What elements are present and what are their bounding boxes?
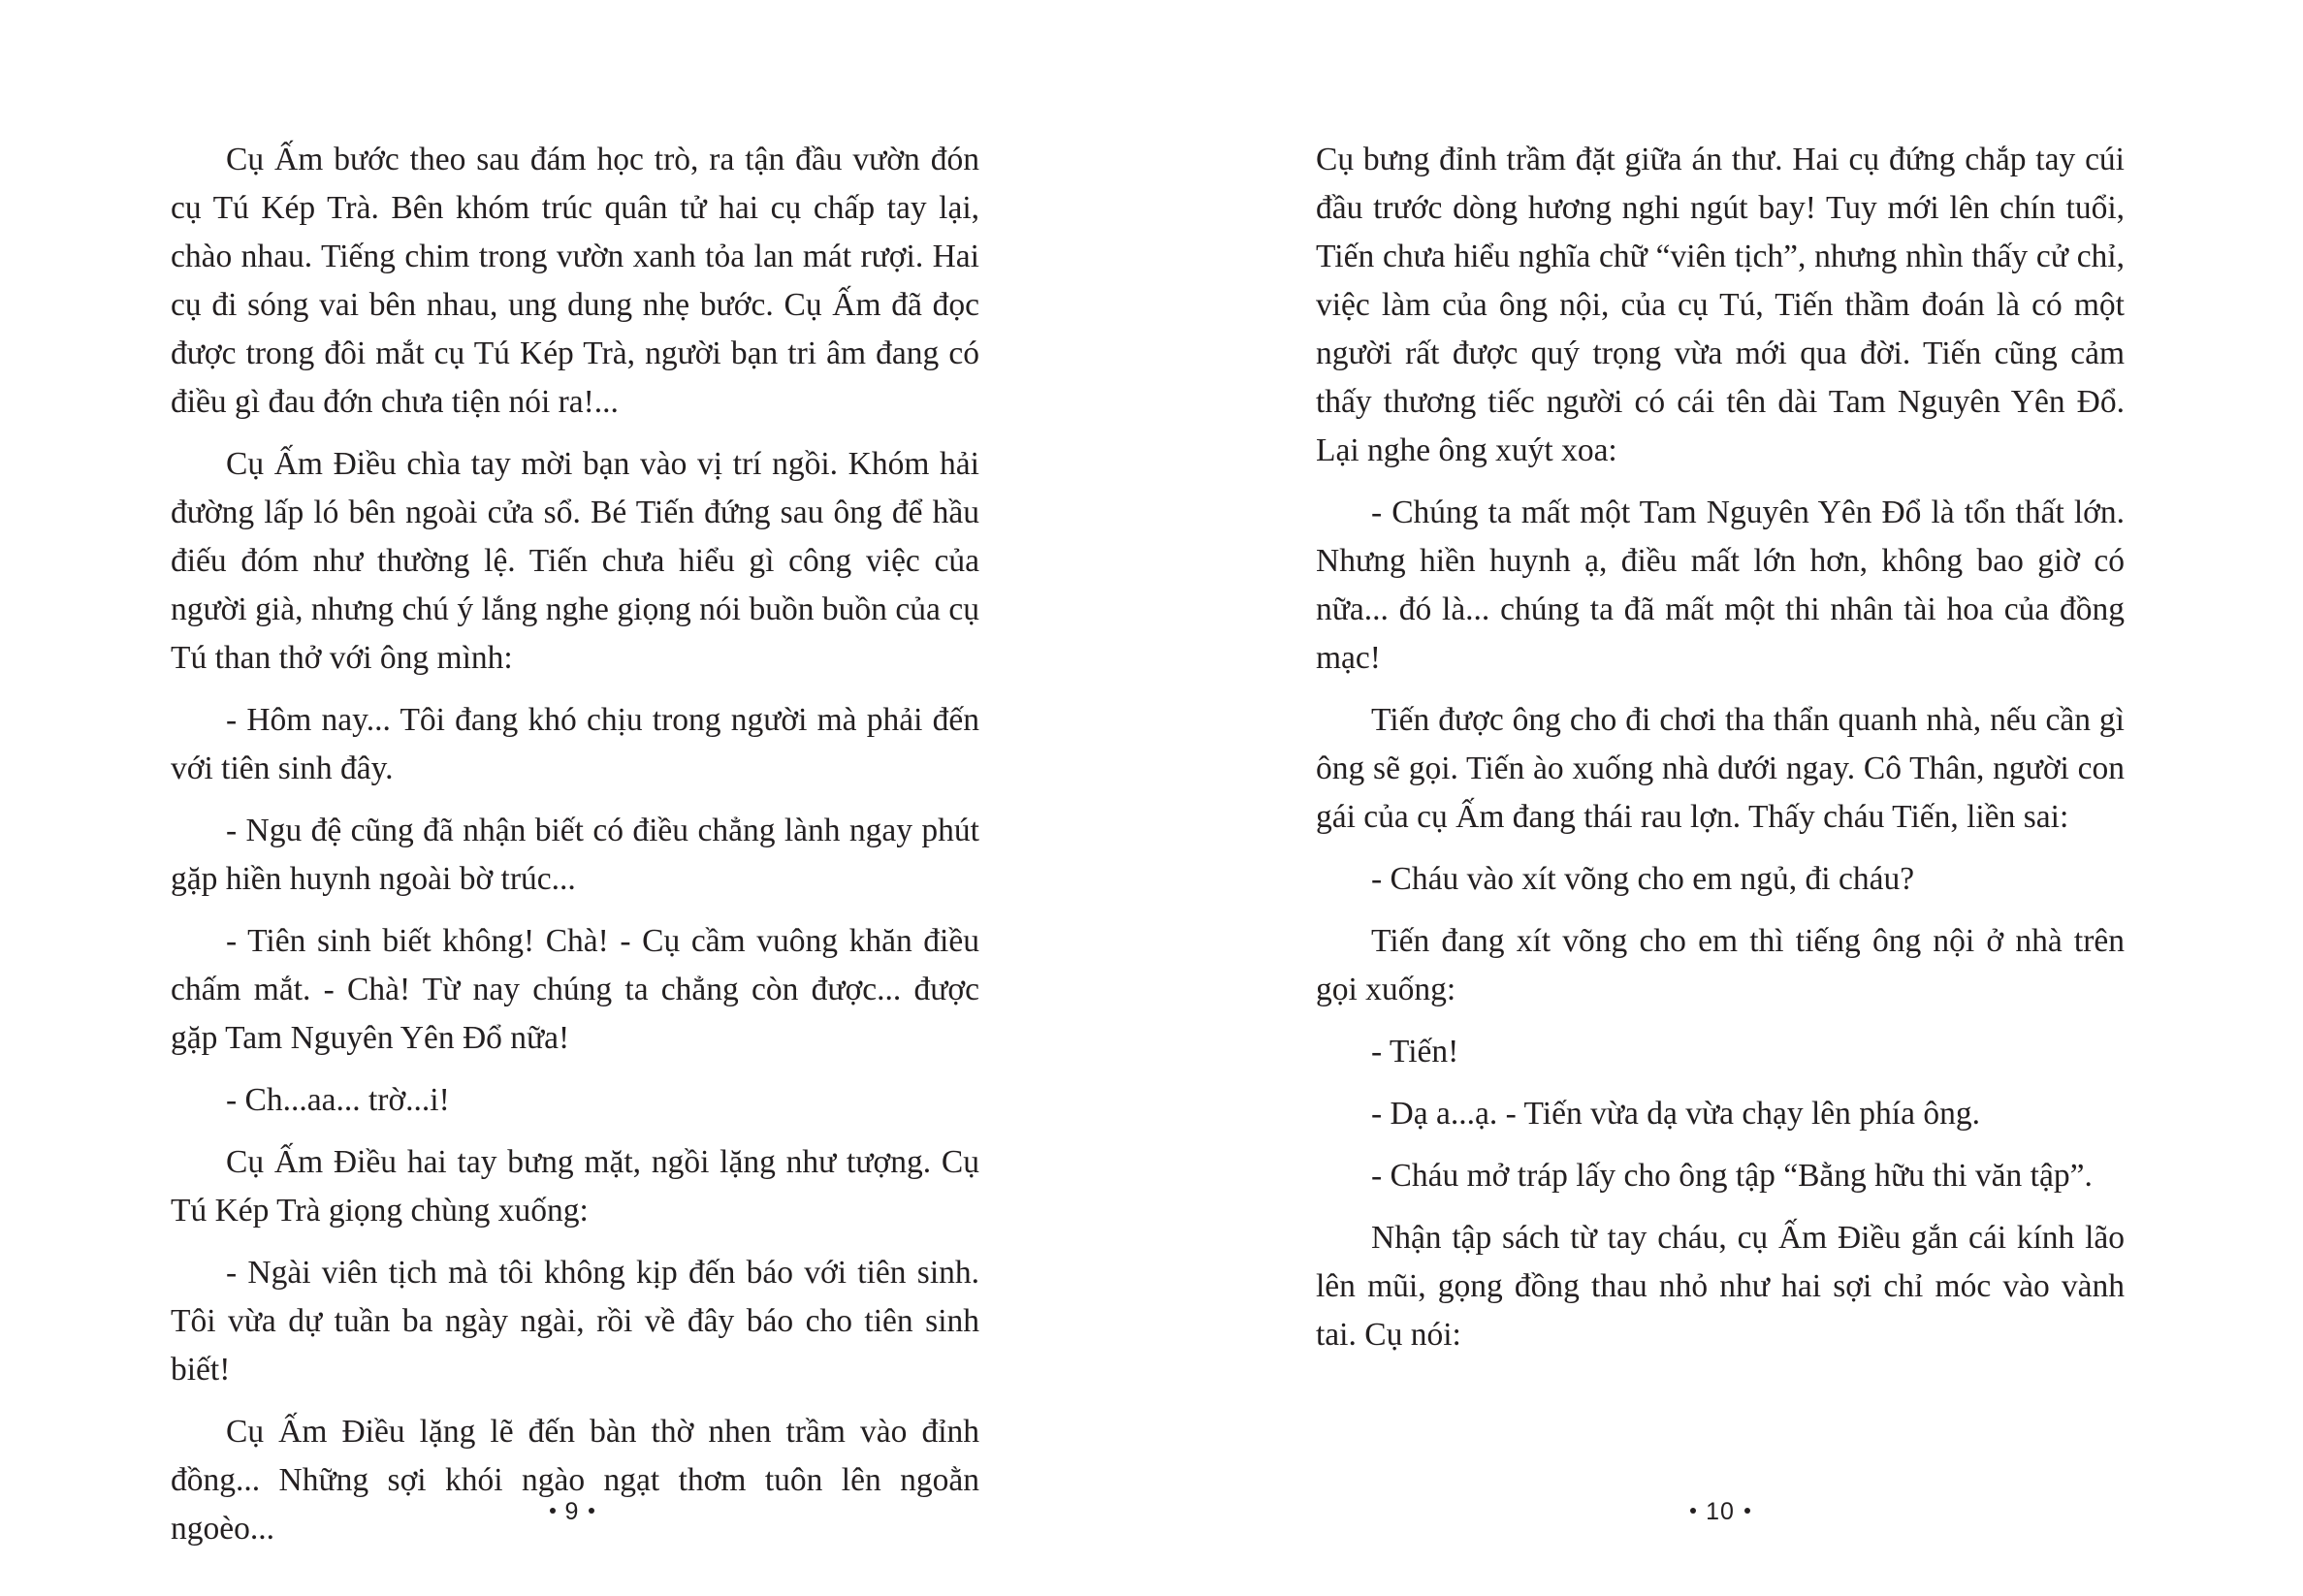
bullet-dot bbox=[589, 1508, 594, 1514]
dialogue-line: - Cháu mở tráp lấy cho ông tập “Bằng hữu thi văn tập”. bbox=[1371, 1158, 2093, 1194]
page-number-right bbox=[1623, 1498, 1817, 1526]
paragraph: Tiến được ông cho đi chơi tha thẩn quanh nhà, nếu cần gì ông sẽ gọi. Tiến ào xuống nhà dưới ngay. Cô Thân, người con gái của cụ Ấm đang thái rau lợn. Thấy cháu Tiến, liền sai: bbox=[1316, 702, 2125, 835]
dialogue-line: - Dạ a...ạ. - Tiến vừa dạ vừa chạy lên phía ông. bbox=[1371, 1096, 1980, 1132]
bullet-dot bbox=[1744, 1508, 1750, 1514]
paragraph: Cụ Ấm bước theo sau đám học trò, ra tận đầu vườn đón cụ Tú Kép Trà. Bên khóm trúc quân tử hai cụ chấp tay lại, chào nhau. Tiếng chim trong vườn xanh tỏa lan mát rượi. Hai cụ đi sóng vai bên nhau, ung dung nhẹ bước. Cụ Ấm đã đọc được trong đôi mắt cụ Tú Kép Trà, người bạn tri âm đang có điều gì đau đớn chưa tiện nói ra!... bbox=[171, 142, 979, 420]
left-page bbox=[171, 136, 979, 1567]
paragraph: Nhận tập sách từ tay cháu, cụ Ấm Điều gắn cái kính lão lên mũi, gọng đồng thau nhỏ như hai sợi chỉ móc vào vành tai. Cụ nói: bbox=[1316, 1220, 2125, 1353]
right-page bbox=[1316, 136, 2125, 1373]
paragraph: Cụ bưng đỉnh trầm đặt giữa án thư. Hai cụ đứng chắp tay cúi đầu trước dòng hương nghi ngút bay! Tuy mới lên chín tuổi, Tiến chưa hiểu nghĩa chữ “viên tịch”, nhưng nhìn thấy cử chỉ, việc làm của ông nội, của cụ Tú, Tiến thầm đoán là có một người rất được quý trọng vừa mới qua đời. Tiến cũng cảm thấy thương tiếc người có cái tên dài Tam Nguyên Yên Đổ. Lại nghe ông xuýt xoa: bbox=[1316, 142, 2125, 468]
dialogue-line: - Ngài viên tịch mà tôi không kịp đến báo với tiên sinh. Tôi vừa dự tuần ba ngày ngài, rồi về đây báo cho tiên sinh biết! bbox=[171, 1255, 979, 1388]
paragraph: Cụ Ấm Điều lặng lẽ đến bàn thờ nhen trầm vào đỉnh đồng... Những sợi khói ngào ngạt thơm tuôn lên ngoằn ngoèo... bbox=[171, 1414, 979, 1547]
dialogue-line: - Ch...aa... trờ...i! bbox=[226, 1082, 450, 1118]
paragraph: Tiến đang xít võng cho em thì tiếng ông nội ở nhà trên gọi xuống: bbox=[1316, 923, 2125, 1007]
dialogue-line: - Chúng ta mất một Tam Nguyên Yên Đổ là tổn thất lớn. Nhưng hiền huynh ạ, điều mất lớn hơn, không bao giờ có nữa... đó là... chúng ta đã mất một thi nhân tài hoa của đồng mạc! bbox=[1316, 495, 2125, 676]
page-number-left bbox=[475, 1498, 669, 1526]
bullet-dot bbox=[1690, 1508, 1696, 1514]
page-number-text: 9 bbox=[564, 1498, 580, 1525]
dialogue-line: - Tiên sinh biết không! Chà! - Cụ cầm vuông khăn điều chấm mắt. - Chà! Từ nay chúng ta chẳng còn được... được gặp Tam Nguyên Yên Đổ nữa! bbox=[171, 923, 979, 1056]
dialogue-line: - Cháu vào xít võng cho em ngủ, đi cháu? bbox=[1371, 861, 1915, 897]
dialogue-line: - Tiến! bbox=[1371, 1034, 1459, 1069]
paragraph: Cụ Ấm Điều chìa tay mời bạn vào vị trí ngồi. Khóm hải đường lấp ló bên ngoài cửa sổ. Bé Tiến đứng sau ông để hầu điếu đóm như thường lệ. Tiến chưa hiểu gì công việc của người già, nhưng chú ý lắng nghe giọng nói buồn buồn của cụ Tú than thở với ông mình: bbox=[171, 446, 979, 676]
dialogue-line: - Hôm nay... Tôi đang khó chịu trong người mà phải đến với tiên sinh đây. bbox=[171, 702, 979, 786]
dialogue-line: - Ngu đệ cũng đã nhận biết có điều chẳng lành ngay phút gặp hiền huynh ngoài bờ trúc... bbox=[171, 813, 979, 897]
page-number-text: 10 bbox=[1706, 1498, 1735, 1525]
paragraph: Cụ Ấm Điều hai tay bưng mặt, ngồi lặng như tượng. Cụ Tú Kép Trà giọng chùng xuống: bbox=[171, 1144, 979, 1229]
bullet-dot bbox=[550, 1508, 556, 1514]
